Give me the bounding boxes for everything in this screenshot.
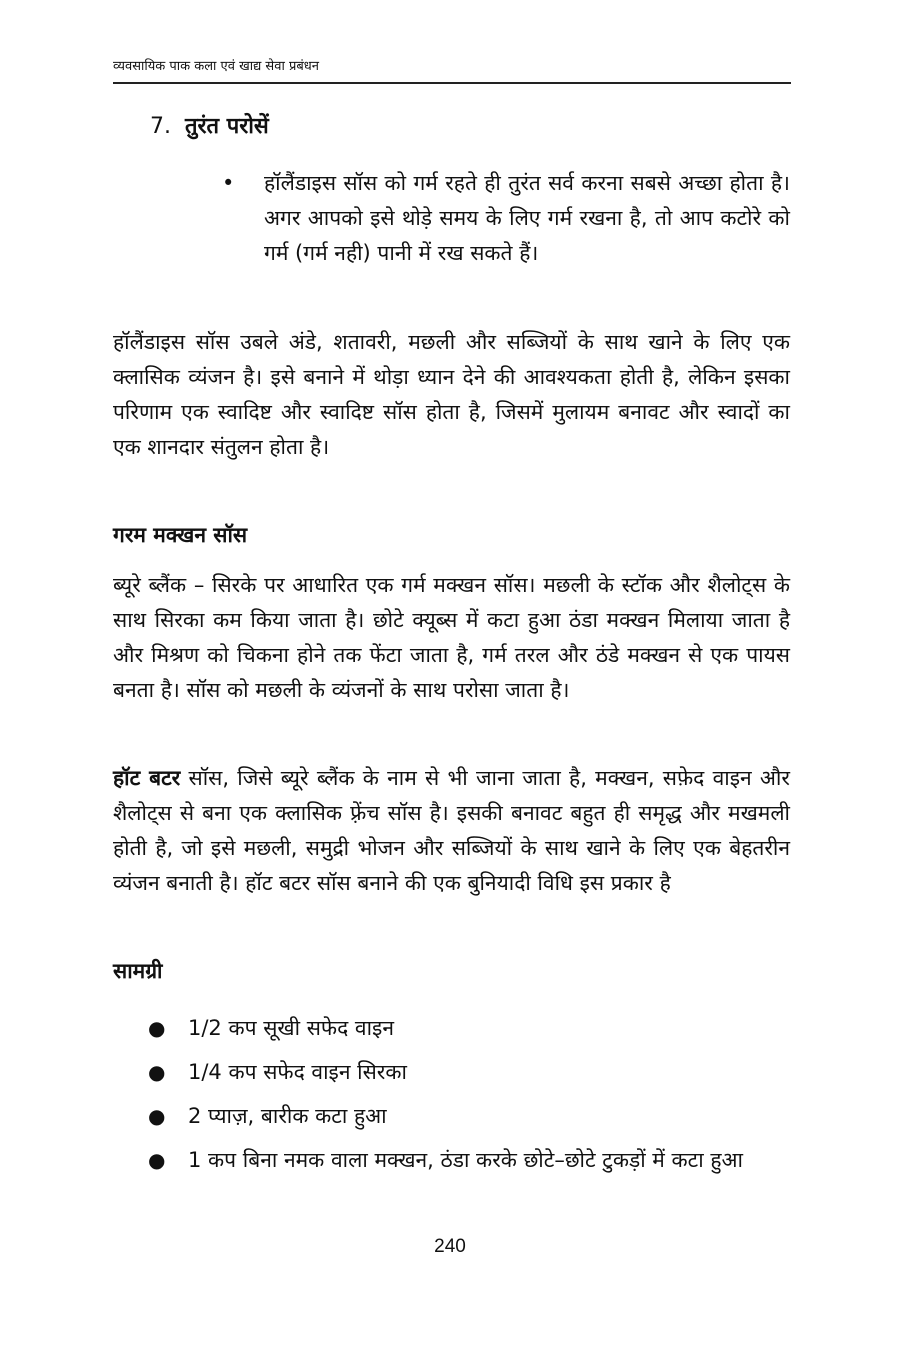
list-item <box>148 1098 790 1134</box>
header-divider <box>113 82 791 84</box>
bullet-icon: ● <box>148 1148 166 1172</box>
ingredient-text: 1/2 कप सूखी सफेद वाइन <box>188 1016 394 1040</box>
section-title-text: तुरंत परोसें <box>185 114 269 139</box>
list-item <box>148 1142 790 1178</box>
ingredients-list <box>148 1010 790 1186</box>
hot-butter-paragraph <box>113 761 790 901</box>
list-item <box>148 1054 790 1090</box>
ingredient-text: 1 कप बिना नमक वाला मक्खन, ठंडा करके छोटे–छोटे टुकड़ों में कटा हुआ <box>188 1148 743 1172</box>
serve-tip-text: हॉलैंडाइस सॉस को गर्म रहते ही तुरंत सर्व करना सबसे अच्छा होता है। अगर आपको इसे थोड़े समय के लिए गर्म रखना है, तो आप कटोरे को गर्म (गर्म नही) पानी में रख सकते हैं। <box>264 171 790 265</box>
hot-butter-bold-term: हॉट बटर <box>113 766 181 790</box>
hot-butter-paragraph-text: सॉस, जिसे ब्यूरे ब्लैंक के नाम से भी जाना जाता है, मक्खन, सफ़ेद वाइन और शैलोट्स से बना एक क्लासिक फ़्रेंच सॉस है। इसकी बनावट बहुत ही समृद्ध और मखमली होती है, जो इसे मछली, समुद्री भोजन और सब्जियों के साथ खाने के लिए एक बेहतरीन व्यंजन बनाती है। हॉट बटर सॉस बनाने की एक बुनियादी विधि इस प्रकार है <box>113 766 791 895</box>
section-number: 7. <box>150 114 171 139</box>
bullet-icon: • <box>222 171 235 195</box>
ingredient-text: 2 प्याज़, बारीक कटा हुआ <box>188 1104 387 1128</box>
ingredients-heading: सामग्री <box>113 959 163 983</box>
running-header: व्यवसायिक पाक कला एवं खाद्य सेवा प्रबंधन <box>113 59 319 74</box>
bullet-icon: ● <box>148 1060 166 1084</box>
beurre-blanc-paragraph: ब्यूरे ब्लैंक – सिरके पर आधारित एक गर्म मक्खन सॉस। मछली के स्टॉक और शैलोट्स के साथ सिरका कम किया जाता है। छोटे क्यूब्स में कटा हुआ ठंडा मक्खन मिलाया जाता है और मिश्रण को चिकना होने तक फेंटा जाता है, गर्म तरल और ठंडे मक्खन से एक पायस बनता है। सॉस को मछली के व्यंजनों के साथ परोसा जाता है। <box>113 573 790 702</box>
list-item <box>148 1010 790 1046</box>
bullet-icon: ● <box>148 1016 166 1040</box>
bullet-icon: ● <box>148 1104 166 1128</box>
page-number: 240 <box>434 1236 466 1257</box>
section-title <box>150 112 269 142</box>
intro-paragraph: हॉलैंडाइस सॉस उबले अंडे, शतावरी, मछली और सब्जियों के साथ खाने के लिए एक क्लासिक व्यंजन है। इसे बनाने में थोड़ा ध्यान देने की आवश्यकता होती है, लेकिन इसका परिणाम एक स्वादिष्ट और स्वादिष्ट सॉस होता है, जिसमें मुलायम बनावट और स्वादों का एक शानदार संतुलन होता है। <box>113 330 790 459</box>
hot-butter-heading: गरम मक्खन सॉस <box>113 523 248 547</box>
serve-tip-bullet <box>222 166 790 271</box>
ingredient-text: 1/4 कप सफेद वाइन सिरका <box>188 1060 407 1084</box>
